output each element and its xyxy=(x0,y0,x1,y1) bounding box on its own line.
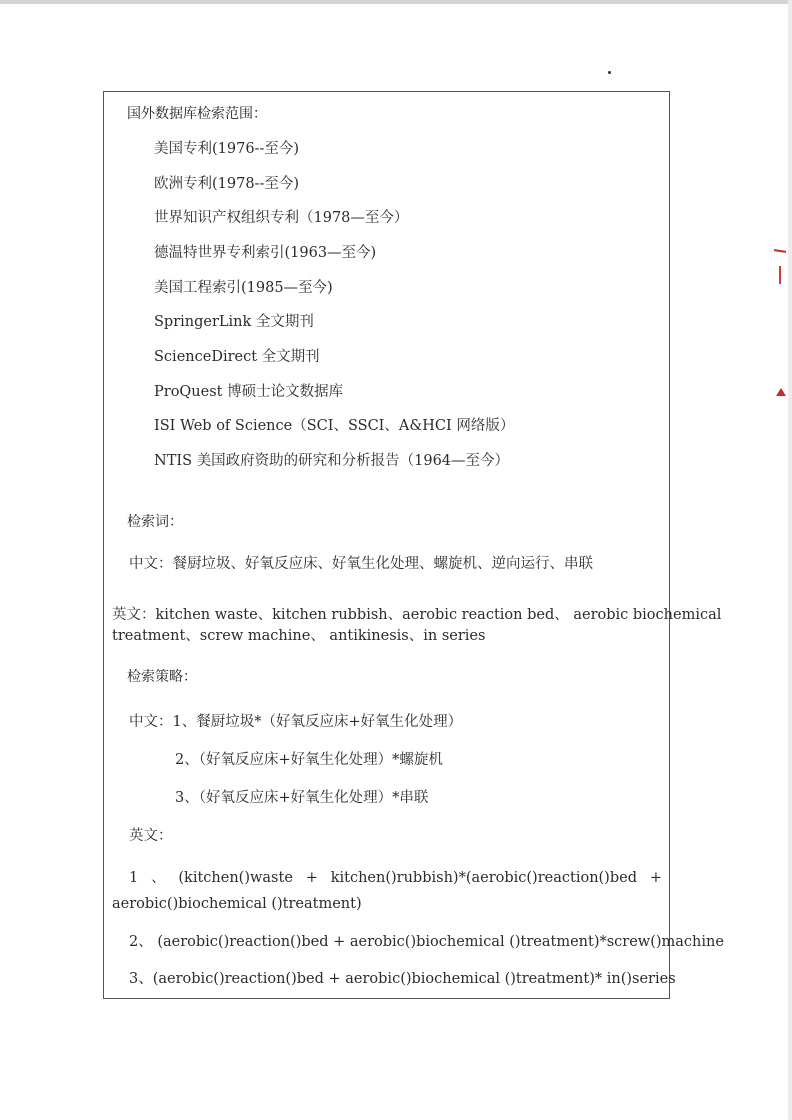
formula-operator: + xyxy=(305,870,318,886)
search-report-frame xyxy=(103,91,724,999)
formula-term: (kitchen()waste xyxy=(178,870,293,886)
strategy-english-1-continued: aerobic()biochemical ()treatment) xyxy=(112,896,362,912)
overseas-scope-title: 国外数据库检索范围： xyxy=(127,106,267,122)
formula-operator: + xyxy=(649,870,662,886)
red-margin-mark xyxy=(774,249,786,253)
database-item: 美国工程索引(1985—至今) xyxy=(154,280,333,296)
database-item: ISI Web of Science（SCI、SSCI、A&HCI 网络版） xyxy=(154,418,515,434)
database-item: 美国专利(1976--至今) xyxy=(154,141,300,157)
red-margin-arrow-mark xyxy=(776,388,786,396)
strategy-english-label: 英文： xyxy=(129,828,173,844)
formula-separator: 、 xyxy=(151,870,166,886)
database-item: ScienceDirect 全文期刊 xyxy=(154,349,320,365)
keywords-chinese: 中文：餐厨垃圾、好氧反应床、好氧生化处理、螺旋机、逆向运行、串联 xyxy=(129,556,593,572)
strategy-chinese-2: 2、（好氧反应床+好氧生化处理）*螺旋机 xyxy=(175,752,443,768)
formula-term: kitchen()rubbish)*(aerobic()reaction()bed xyxy=(330,870,637,886)
scan-edge-top xyxy=(0,0,792,4)
strategy-english-3: 3、(aerobic()reaction()bed + aerobic()biochemical ()treatment)* in()series xyxy=(129,971,676,987)
strategy-english-1 xyxy=(129,868,662,888)
formula-number: 1 xyxy=(129,870,139,886)
database-item: 世界知识产权组织专利（1978—至今） xyxy=(154,210,409,226)
keywords-english-line2: treatment、screw machine、 antikinesis、in series xyxy=(112,628,486,644)
strategy-chinese-1: 中文：1、餐厨垃圾*（好氧反应床+好氧生化处理） xyxy=(129,714,463,730)
strategy-chinese-3: 3、（好氧反应床+好氧生化处理）*串联 xyxy=(175,790,429,806)
red-margin-mark xyxy=(779,266,781,284)
keywords-title: 检索词： xyxy=(127,514,183,530)
database-item: 欧洲专利(1978--至今) xyxy=(154,176,300,192)
database-item: NTIS 美国政府资助的研究和分析报告（1964—至今） xyxy=(154,453,510,469)
database-item: 德温特世界专利索引(1963—至今) xyxy=(154,245,377,261)
scan-speck xyxy=(608,71,611,74)
strategy-title: 检索策略： xyxy=(127,669,197,685)
keywords-english-line1: 英文：kitchen waste、kitchen rubbish、aerobic reaction bed、 aerobic biochemical xyxy=(112,607,722,623)
strategy-english-2: 2、 (aerobic()reaction()bed + aerobic()biochemical ()treatment)*screw()machine xyxy=(129,934,724,950)
database-item: ProQuest 博硕士论文数据库 xyxy=(154,384,344,400)
database-item: SpringerLink 全文期刊 xyxy=(154,314,314,330)
scan-edge-right xyxy=(788,0,792,1120)
